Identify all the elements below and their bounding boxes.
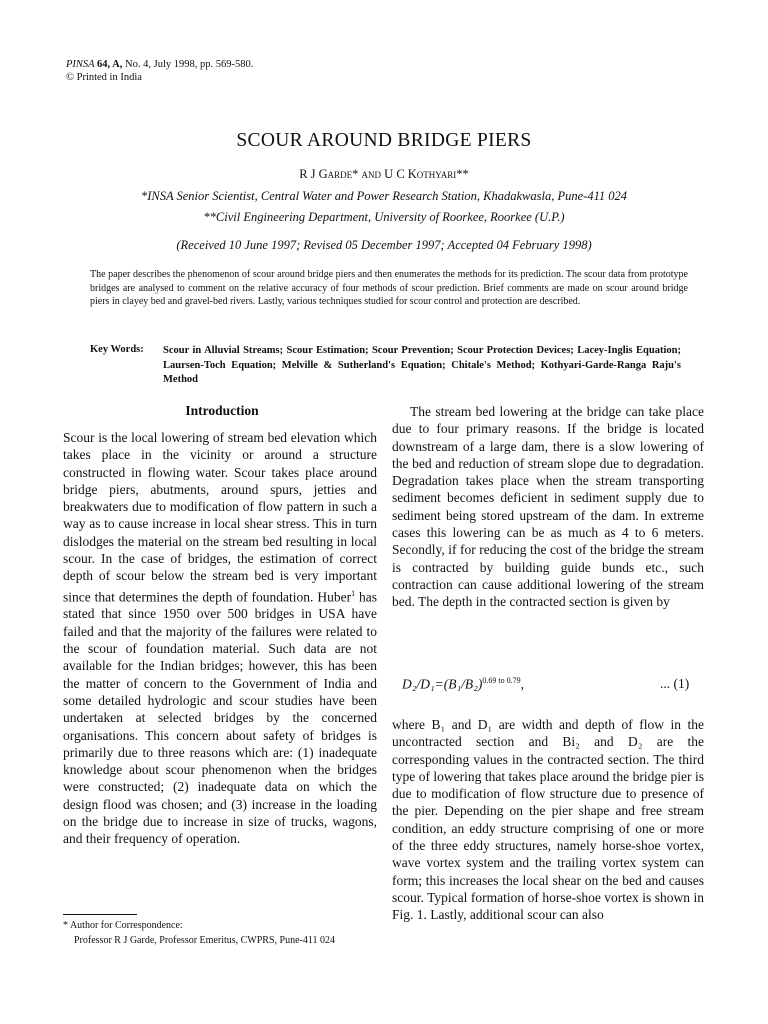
abstract: The paper describes the phenomenon of scour around bridge piers and then enumerates the methods for its prediction. The scour data from prototype bridges are analysed to comment on the relative accuracy of four methods of scour prediction. Brief comments are made on scour around bridge piers in clayey bed and gravel-bed rivers. Lastly, various techniques studied for scour control and protection are described. (90, 269, 688, 307)
intro-text-b: has stated that since 1950 over 500 bridges in USA have failed and that the majority of the failures were related to the scour of foundation material. Such data are not available for the Indian bridges; however, this has been the matter of concern to the Government of India and some detailed hydrologic and scour studies have been undertaken at selected bridges by the concerned organisations. This concern about safety of bridges is primarily due to three reasons which are: (1) inadequate knowledge about scour phenomenon when the bridges were constructed; (2) inadequate data on which the design flood was chosen; and (3) increase in the loading on the bridge due to increase in size of trucks, wagons, and their frequency of operation. (63, 589, 377, 847)
journal-volume: 64, A, (97, 59, 123, 70)
reference-superscript: 1 (351, 588, 356, 598)
journal-issue: No. 4, July 1998, pp. 569-580. (125, 59, 254, 70)
paper-title: SCOUR AROUND BRIDGE PIERS (236, 130, 532, 151)
footnote-correspondence: * Author for Correspondence: (63, 920, 183, 931)
journal-citation (66, 57, 253, 72)
printed-notice: © Printed in India (66, 72, 142, 83)
introduction-body (63, 429, 377, 848)
journal-name: PINSA (66, 59, 95, 70)
keywords-text: Scour in Alluvial Streams; Scour Estimation; Scour Prevention; Scour Protection Devices; Lacey-Inglis Equation; Laursen-Toch Equation; Melville & Sutherland's Equation; Chitale's Method; Kothyari-Garde-Ranga Raju's Method (163, 345, 681, 385)
section-heading-introduction: Introduction (185, 403, 259, 418)
equation-exponent: 0.69 to 0.79 (482, 676, 521, 685)
received-dates: (Received 10 June 1997; Revised 05 December 1997; Accepted 04 February 1998) (176, 238, 592, 252)
equation-body: D₂/D₁=(B₁/B₂) (402, 676, 483, 692)
keywords-label: Key Words: (90, 344, 144, 355)
intro-text-a: Scour is the local lowering of stream bed elevation which takes place in the vicinity or around a structure constructed in flowing water. Scour takes place around bridge piers, abutments, around spurs, jetties and breakwaters due to modification of flow pattern in such a way as to cause increase in local shear stress. This in turn dislodges the material on the stream bed resulting in local scour. In the case of bridges, the estimation of correct depth of scour below the stream bed is very important since that determines the depth of foundation. Huber (63, 430, 377, 605)
introduction-paragraph (63, 429, 377, 848)
affiliation-2: **Civil Engineering Department, University of Roorkee, Roorkee (U.P.) (203, 210, 565, 224)
equation-number: ... (1) (660, 676, 690, 691)
affiliation-1: *INSA Senior Scientist, Central Water and Power Research Station, Khadakwasla, Pune-411 024 (140, 189, 628, 203)
footnote-rule (63, 914, 137, 915)
right-column-paragraph-1: The stream bed lowering at the bridge can take place due to four primary reasons. If the bridge is located downstream of a large dam, there is a slow lowering of the bed and reduction of stream slope due to degradation. Degradation takes place when the stream transporting sediment becomes deficient in sediment supply due to sediment being stored upstream of the dam. In extreme cases this lowering can be as much as 4 to 6 meters. Secondly, if for reducing the cost of the bridge the stream is contracted by building guide bunds etc., such contraction can cause additional lowering of the stream bed. The depth in the contracted section is given by (392, 404, 704, 610)
author-list: R J Garde* and U C Kothyari** (299, 167, 469, 181)
equation-1 (402, 676, 524, 693)
right-column-paragraph-2: where B₁ and D₁ are width and depth of flow in the uncontracted section and Bi₂ and D₂ are the corresponding values in the contracted section. The third type of lowering that takes place around the bridge pier is due to modification of flow structure due to presence of the pier. Depending on the pier shape and free stream condition, an eddy structure comprising of one or more of the three eddy structures, namely horse-shoe vortex, wave vortex system and the trailing vortex system can form; this increases the local shear on the bed and causes scour. Typical formation of horse-shoe vortex is shown in Fig. 1. Lastly, additional scour can also (392, 717, 704, 923)
footnote-author-address: Professor R J Garde, Professor Emeritus, CWPRS, Pune-411 024 (74, 935, 336, 946)
equation-tail: , (520, 676, 524, 692)
